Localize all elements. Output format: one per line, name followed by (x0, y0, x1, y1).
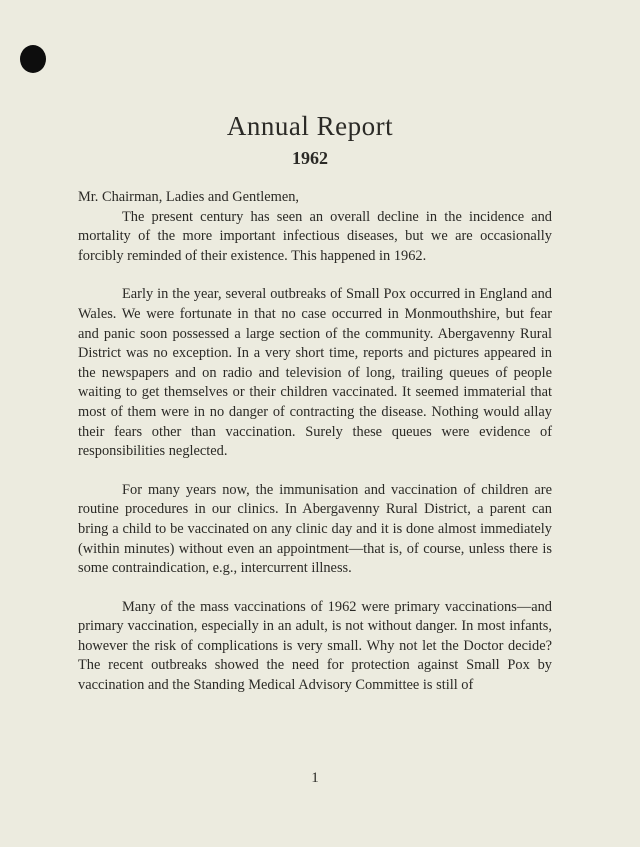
salutation: Mr. Chairman, Ladies and Gentlemen, (78, 189, 299, 205)
report-year: 1962 (292, 148, 328, 168)
report-title: Annual Report (226, 111, 394, 141)
page-number: 1 (311, 770, 319, 786)
report-body (78, 188, 552, 696)
paragraph-1: The present century has seen an overall decline in the incidence and mortality of the more important infectious diseases, but we are occasionally forcibly reminded of their existence. This happened in 1962. (78, 208, 552, 264)
paragraph-4: Many of the mass vaccinations of 1962 were primary vaccinations—and primary vaccination, especially in an adult, is not without danger. In most infants, however the risk of complications is very small. Why not let the Doctor decide? The recent outbreaks showed the need for protection against Small Pox by vaccination and the Standing Medical Advisory Committee is still of (78, 598, 552, 694)
punch-hole (20, 45, 46, 73)
paragraph-2: Early in the year, several outbreaks of Small Pox occurred in England and Wales. We were fortunate in that no case occurred in Monmouthshire, but fear and panic soon possessed a large section of the community. Abergavenny Rural District was no exception. In a very short time, reports and pictures appeared in the newspapers and on radio and television of long, trailing queues of people waiting to get themselves or their children vaccinated. It seemed immaterial that most of them were in no danger of contracting the disease. Nothing would allay their fears other than vaccination. Surely these queues were evidence of responsibilities neglected. (78, 286, 552, 460)
paragraph-3: For many years now, the immunisation and vaccination of children are routine procedures in our clinics. In Abergavenny Rural District, a parent can bring a child to be vaccinated on any clinic day and it is done almost immediately (within minutes) without even an appointment—that is, of course, unless there is some contraindication, e.g., intercurrent illness. (78, 481, 552, 577)
